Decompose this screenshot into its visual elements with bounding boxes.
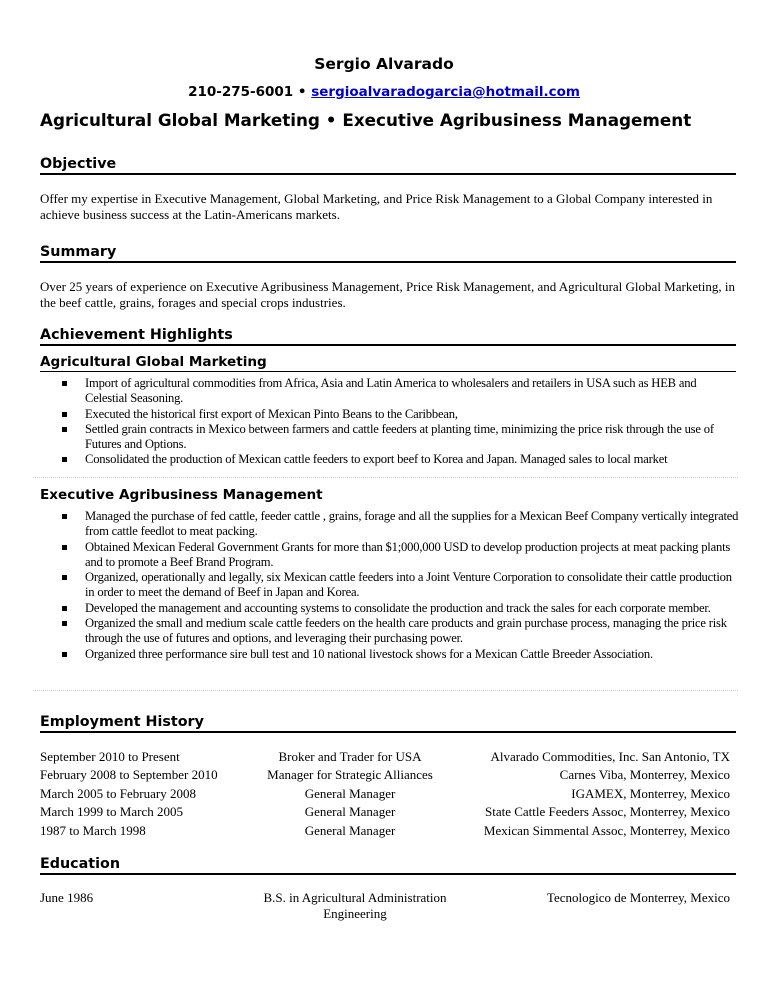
achievement-list xyxy=(40,376,740,468)
employment-company: IGAMEX, Monterrey, Mexico xyxy=(571,786,730,801)
objective-text: Offer my expertise in Executive Management, Global Marketing, and Price Risk Management to a Global Company interested in achieve business success at the Latin-Americans markets. xyxy=(40,191,713,222)
contact-separator: • xyxy=(293,84,312,100)
education-degree: B.S. in Agricultural Administration Engineering xyxy=(263,890,447,921)
email-link[interactable]: sergioalvaradogarcia@hotmail.com xyxy=(311,84,580,100)
bullet-square-icon xyxy=(62,575,67,580)
list-item xyxy=(40,616,740,647)
education-school: Tecnologico de Monterrey, Mexico xyxy=(546,890,730,905)
list-item xyxy=(40,570,740,601)
employment-dates: March 1999 to March 2005 xyxy=(40,804,183,819)
employment-title: General Manager xyxy=(304,786,396,801)
employment-company: State Cattle Feeders Assoc, Monterrey, Mexico xyxy=(484,804,730,819)
list-item-text: Executed the historical first export of Mexican Pinto Beans to the Caribbean, xyxy=(85,406,458,421)
objective-heading: Objective xyxy=(40,156,736,175)
employment-title: General Manager xyxy=(304,823,396,838)
bullet-square-icon xyxy=(62,427,67,432)
list-item-text: Import of agricultural commodities from Africa, Asia and Latin America to wholesalers and retailers in USA such as HEB and Celestial Seasoning. xyxy=(85,376,697,406)
achievement-list xyxy=(40,509,740,662)
bullet-square-icon xyxy=(62,381,67,386)
list-item-text: Managed the purchase of fed cattle, feeder cattle , grains, forage and all the supplies for a Mexican Beef Company vertically integrated from cattle feedlot to meat packing. xyxy=(85,509,739,539)
employment-dates: March 2005 to February 2008 xyxy=(40,786,196,801)
employment-title: Manager for Strategic Alliances xyxy=(267,767,433,782)
bullet-square-icon xyxy=(62,621,67,626)
bullet-square-icon xyxy=(62,545,67,550)
achievement-group-title: Executive Agribusiness Management xyxy=(40,487,323,503)
phone-number: 210-275-6001 xyxy=(188,84,294,100)
list-item-text: Obtained Mexican Federal Government Grants for more than $1;000,000 USD to develop production projects at meat packing plants and to promote a Beef Brand Program. xyxy=(85,539,731,569)
list-item-text: Settled grain contracts in Mexico between farmers and cattle feeders at planting time, minimizing the price risk through the use of Futures and Options. xyxy=(85,421,714,452)
list-item xyxy=(40,422,740,453)
bullet-square-icon xyxy=(62,514,67,519)
list-item xyxy=(40,601,740,616)
bullet-square-icon xyxy=(62,457,67,462)
employment-company: Mexican Simmental Assoc, Monterrey, Mexico xyxy=(483,823,730,838)
employment-dates: 1987 to March 1998 xyxy=(40,823,146,838)
contact-line xyxy=(0,84,768,100)
list-item-text: Organized, operationally and legally, six Mexican cattle feeders into a Joint Venture Corporation to consolidate their cattle production in order to meet the demand of Beef in Japan and Korea. xyxy=(85,570,732,600)
employment-row xyxy=(40,786,730,804)
employment-dates: February 2008 to September 2010 xyxy=(40,767,218,782)
employment-dates: September 2010 to Present xyxy=(40,749,180,764)
employment-heading: Employment History xyxy=(40,714,736,733)
employment-title: Broker and Trader for USA xyxy=(278,749,422,764)
employment-company: Carnes Viba, Monterrey, Mexico xyxy=(559,767,730,782)
list-item xyxy=(40,376,740,407)
education-date: June 1986 xyxy=(40,890,94,905)
employment-row xyxy=(40,823,730,841)
list-item-text: Organized three performance sire bull test and 10 national livestock shows for a Mexican Cattle Breeder Association. xyxy=(85,646,653,661)
list-item-text: Organized the small and medium scale cattle feeders on the health care products and grain purchase process, managing the price risk through the use of futures and options, and leveraging their purchasing power. xyxy=(85,616,727,646)
dotted-divider xyxy=(33,477,738,478)
dotted-divider xyxy=(33,690,738,691)
candidate-name: Sergio Alvarado xyxy=(314,55,454,73)
summary-text: Over 25 years of experience on Executive Agribusiness Management, Price Risk Management, and Agricultural Global Marketing, in the beef cattle, grains, forages and special crops industries. xyxy=(40,279,735,310)
bullet-square-icon xyxy=(62,652,67,657)
bullet-square-icon xyxy=(62,606,67,611)
achievements-heading: Achievement Highlights xyxy=(40,327,736,346)
employment-row xyxy=(40,749,730,767)
list-item xyxy=(40,452,740,467)
bullet-square-icon xyxy=(62,412,67,417)
employment-company: Alvarado Commodities, Inc. San Antonio, TX xyxy=(490,749,730,764)
list-item-text: Consolidated the production of Mexican cattle feeders to export beef to Korea and Japan. Managed sales to local market xyxy=(85,452,668,467)
list-item-text: Developed the management and accounting systems to consolidate the production and track the sales for each corporate member. xyxy=(85,600,711,615)
employment-title: General Manager xyxy=(304,804,396,819)
list-item xyxy=(40,540,740,571)
employment-row xyxy=(40,767,730,785)
list-item xyxy=(40,647,740,662)
list-item xyxy=(40,407,740,422)
achievement-group-title: Agricultural Global Marketing xyxy=(40,354,736,372)
professional-headline: Agricultural Global Marketing • Executive Agribusiness Management xyxy=(40,110,692,130)
education-heading: Education xyxy=(40,856,736,875)
employment-row xyxy=(40,804,730,822)
summary-heading: Summary xyxy=(40,244,736,263)
list-item xyxy=(40,509,740,540)
